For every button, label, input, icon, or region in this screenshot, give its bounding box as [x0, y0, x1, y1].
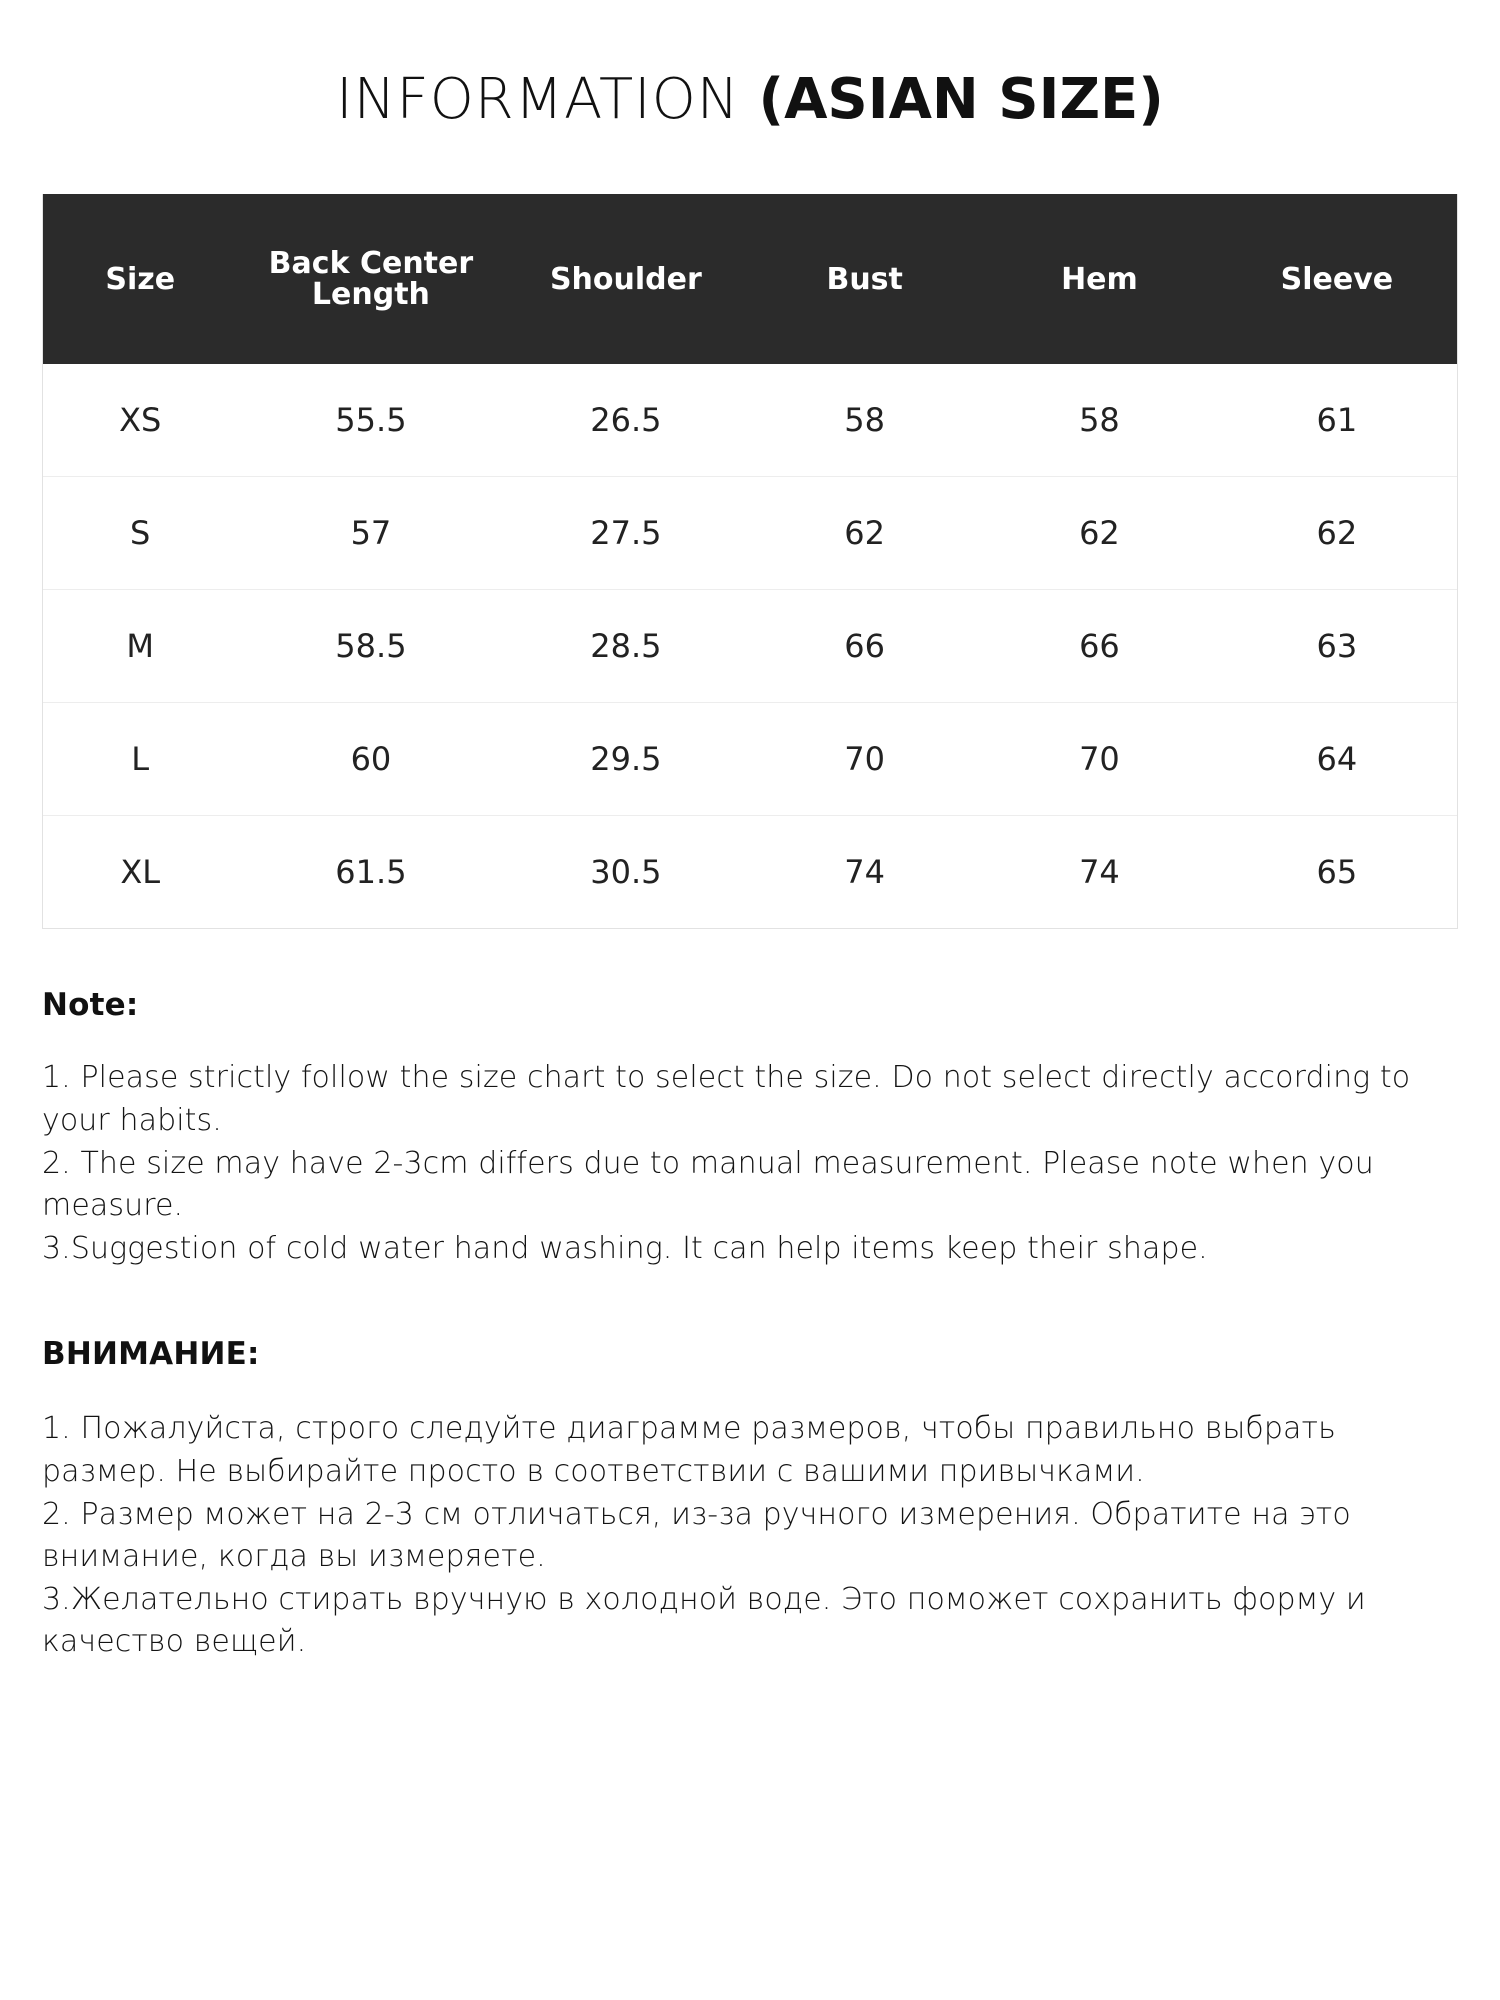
cell-size: XS	[43, 364, 237, 477]
header-bust: Bust	[747, 194, 982, 364]
header-back-center-length	[237, 194, 504, 364]
header-shoulder: Shoulder	[504, 194, 747, 364]
cell-sleeve: 64	[1217, 703, 1457, 816]
cell-back-center-length: 57	[237, 477, 504, 590]
note-heading-en: Note:	[42, 987, 139, 1024]
size-table-body	[43, 364, 1457, 928]
cell-hem: 74	[982, 816, 1217, 929]
note-body-en	[42, 1057, 1458, 1270]
cell-bust: 70	[747, 703, 982, 816]
note-en-line-3: 3.Suggestion of cold water hand washing. It can help items keep their shape.	[42, 1230, 1208, 1266]
cell-shoulder: 26.5	[504, 364, 747, 477]
cell-shoulder: 29.5	[504, 703, 747, 816]
cell-shoulder: 27.5	[504, 477, 747, 590]
table-row	[43, 364, 1457, 477]
table-header-row	[43, 194, 1457, 364]
cell-back-center-length: 61.5	[237, 816, 504, 929]
note-ru-line-3: 3.Желательно стирать вручную в холодной воде. Это поможет сохранить форму и качество вещей.	[42, 1581, 1366, 1660]
cell-sleeve: 65	[1217, 816, 1457, 929]
page-title-light: INFORMATION	[336, 67, 759, 132]
cell-sleeve: 61	[1217, 364, 1457, 477]
page-title-bold: (ASIAN SIZE)	[758, 67, 1164, 132]
header-back-center-length-line1: Back Center	[268, 245, 474, 281]
cell-sleeve: 63	[1217, 590, 1457, 703]
cell-size: M	[43, 590, 237, 703]
table-row	[43, 703, 1457, 816]
size-table	[43, 194, 1457, 928]
cell-size: XL	[43, 816, 237, 929]
cell-size: S	[43, 477, 237, 590]
cell-hem: 62	[982, 477, 1217, 590]
header-sleeve: Sleeve	[1217, 194, 1457, 364]
cell-shoulder: 28.5	[504, 590, 747, 703]
cell-size: L	[43, 703, 237, 816]
cell-sleeve: 62	[1217, 477, 1457, 590]
cell-hem: 58	[982, 364, 1217, 477]
page-title	[42, 0, 1458, 132]
note-ru-line-1: 1. Пожалуйста, строго следуйте диаграмме размеров, чтобы правильно выбрать размер. Не выбирайте просто в соответствии с вашими привычками.	[42, 1411, 1336, 1489]
cell-hem: 66	[982, 590, 1217, 703]
cell-bust: 58	[747, 364, 982, 477]
table-row	[43, 816, 1457, 929]
cell-back-center-length: 60	[237, 703, 504, 816]
header-hem: Hem	[982, 194, 1217, 364]
note-heading-ru: ВНИМАНИЕ:	[42, 1336, 260, 1373]
note-ru-line-2: 2. Размер может на 2-3 см отличаться, из-за ручного измерения. Обратите на это внимание, когда вы измеряете.	[42, 1496, 1351, 1575]
cell-shoulder: 30.5	[504, 816, 747, 929]
cell-back-center-length: 55.5	[237, 364, 504, 477]
note-en-line-1: 1. Please strictly follow the size chart to select the size. Do not select directly according to your habits.	[42, 1060, 1411, 1138]
cell-bust: 62	[747, 477, 982, 590]
cell-bust: 74	[747, 816, 982, 929]
header-size: Size	[43, 194, 237, 364]
cell-bust: 66	[747, 590, 982, 703]
header-back-center-length-line2: Length	[311, 277, 430, 313]
size-table-header	[43, 194, 1457, 364]
note-en-line-2: 2. The size may have 2-3cm differs due to manual measurement. Please note when you measure.	[42, 1145, 1374, 1224]
size-table-container	[42, 194, 1458, 929]
cell-hem: 70	[982, 703, 1217, 816]
table-row	[43, 590, 1457, 703]
cell-back-center-length: 58.5	[237, 590, 504, 703]
table-row	[43, 477, 1457, 590]
note-body-ru	[42, 1408, 1458, 1664]
